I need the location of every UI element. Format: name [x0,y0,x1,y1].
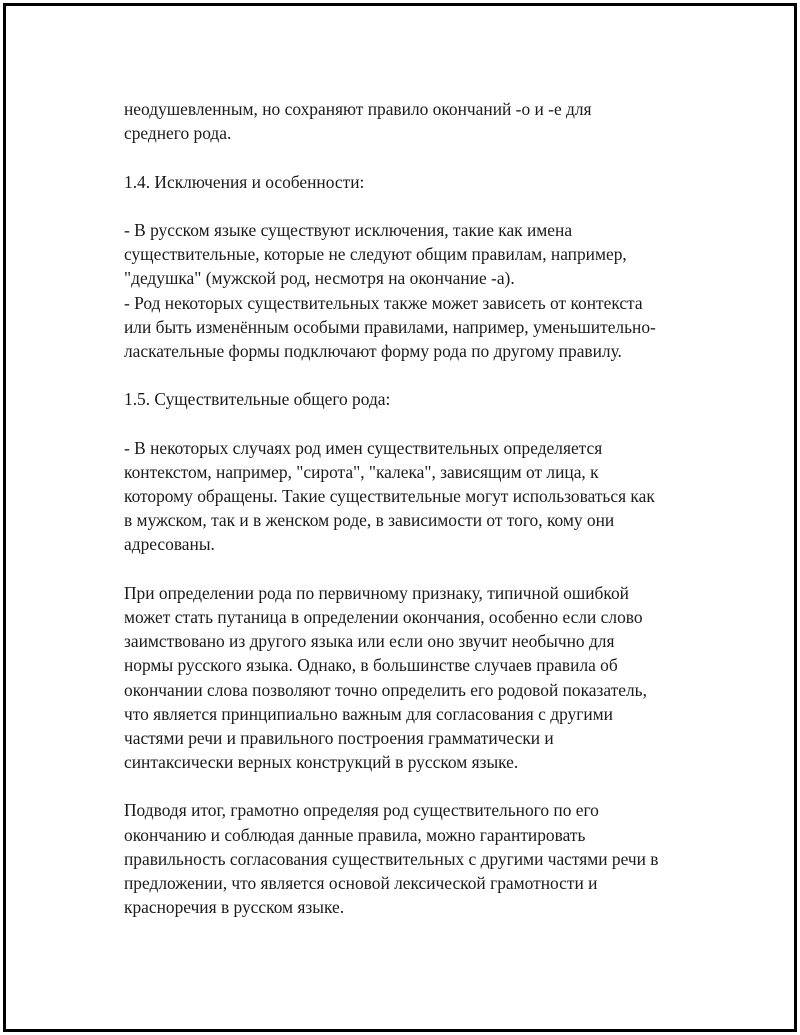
text-line: правильность согласования существительных с другими частями речи в [124,848,659,869]
paragraph-gap [124,774,704,798]
document-body [124,97,704,919]
text-line: Подводя итог, грамотно определяя род существительного по его [124,800,599,821]
section-heading: 1.5. Существительные общего рода: [124,389,391,410]
paragraph-gap [124,145,704,169]
text-line: контекстом, например, "сирота", "калека", зависящим от лица, к [124,461,599,482]
text-line: может стать путаница в определении окончания, особенно если слово [124,606,643,627]
text-line: - В некоторых случаях род имен существительных определяется [124,437,603,458]
section-heading: 1.4. Исключения и особенности: [124,171,365,192]
text-line: в мужском, так и в женском роде, в зависимости от того, кому они [124,510,615,531]
paragraph-gap [124,194,704,218]
paragraph-gap [124,363,704,387]
text-line: среднего рода. [124,123,232,144]
text-line: "дедушка" (мужской род, несмотря на окончание -а). [124,268,515,289]
paragraph-gap [124,411,704,435]
text-line: красноречия в русском языке. [124,897,345,918]
text-line: существительные, которые не следуют общим правилам, например, [124,244,627,265]
text-line: нормы русского языка. Однако, в большинстве случаев правила об [124,655,618,676]
text-line: При определении рода по первичному признаку, типичной ошибкой [124,582,629,603]
text-line: что является принципиально важным для согласования с другими [124,703,613,724]
text-line: - В русском языке существуют исключения, такие как имена [124,219,573,240]
text-line: которому обращены. Такие существительные могут использоваться как [124,486,655,506]
text-line: ласкательные формы подключают форму рода по другому правилу. [124,340,622,361]
page-frame [3,3,797,1032]
text-line: или быть изменённым особыми правилами, например, уменьшительно- [124,316,656,337]
text-line: окончанию и соблюдая данные правила, можно гарантировать [124,824,586,845]
text-line: заимствовано из другого языка или если оно звучит необычно для [124,631,615,652]
text-line: - Род некоторых существительных также может зависеть от контекста [124,292,643,313]
text-line: адресованы. [124,534,215,555]
text-line: окончании слова позволяют точно определить его родовой показатель, [124,679,647,700]
text-line: частями речи и правильного построения грамматически и [124,727,554,748]
text-line: синтаксически верных конструкций в русском языке. [124,752,519,773]
text-line: предложении, что является основой лексической грамотности и [124,873,598,893]
text-line: неодушевленным, но сохраняют правило окончаний -о и -е для [124,99,592,119]
paragraph-gap [124,557,704,581]
